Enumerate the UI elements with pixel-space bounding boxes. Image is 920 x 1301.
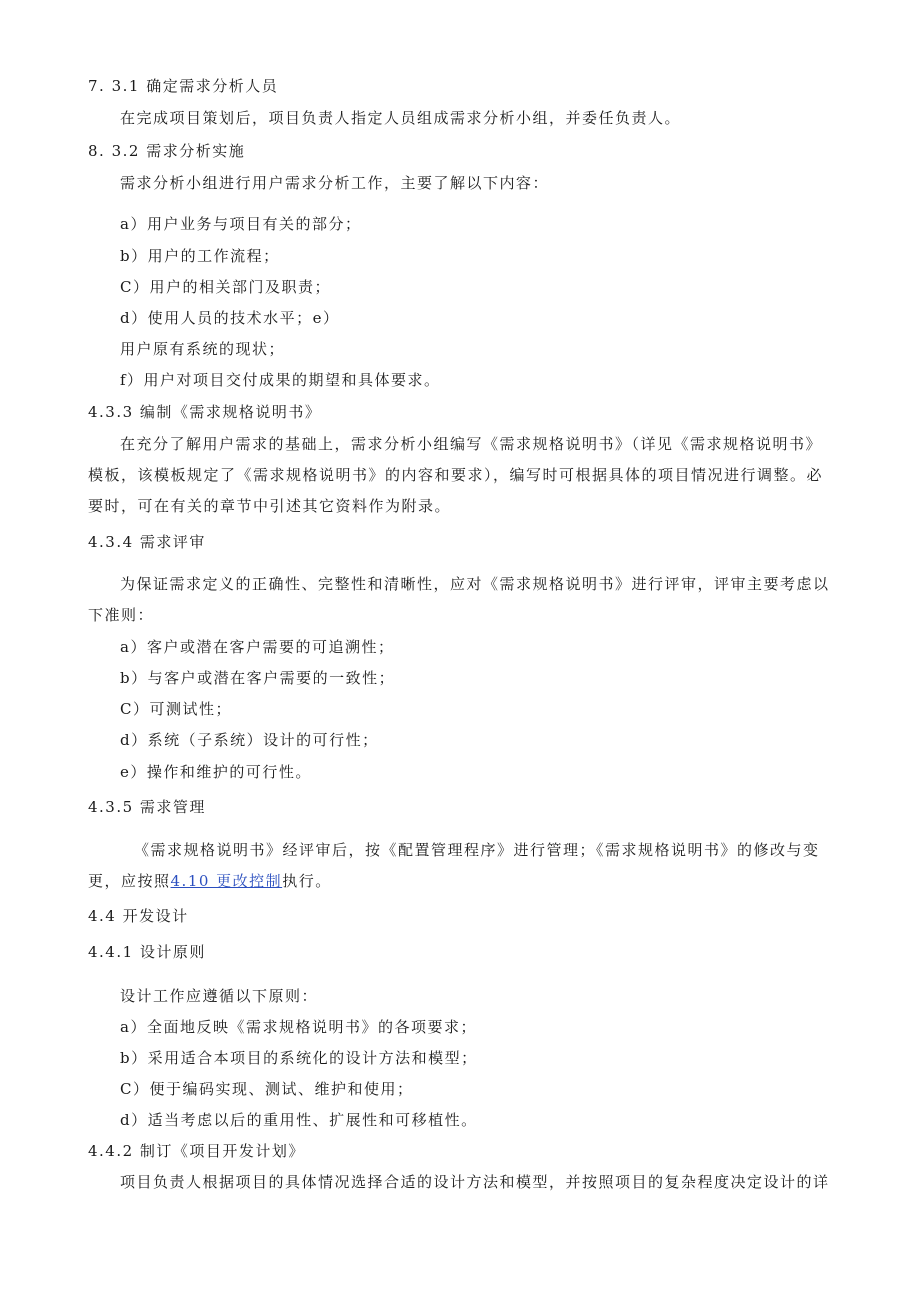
paragraph-continuation: 下准则：: [88, 606, 155, 624]
paragraph: 需求分析小组进行用户需求分析工作，主要了解以下内容：: [120, 174, 550, 192]
change-control-link[interactable]: 4.10 更改控制: [170, 872, 283, 890]
paragraph: 为保证需求定义的正确性、完整性和清晰性，应对《需求规格说明书》进行评审，评审主要考虑以: [120, 575, 830, 593]
list-item: C）便于编码实现、测试、维护和使用；: [120, 1080, 414, 1098]
list-item: a）用户业务与项目有关的部分；: [120, 215, 362, 233]
list-item: b）采用适合本项目的系统化的设计方法和模型；: [120, 1049, 478, 1067]
section-heading-4-3-3: 4.3.3 编制《需求规格说明书》: [88, 403, 322, 421]
paragraph: 项目负责人根据项目的具体情况选择合适的设计方法和模型，并按照项目的复杂程度决定设计的详: [120, 1173, 830, 1191]
list-item: d）使用人员的技术水平；e）: [120, 309, 340, 327]
text-fragment: 更，应按照: [88, 872, 171, 890]
list-item: d）系统（子系统）设计的可行性；: [120, 731, 379, 749]
paragraph-continuation: 要时，可在有关的章节中引述其它资料作为附录。: [88, 497, 452, 515]
paragraph-continuation: [88, 871, 332, 891]
paragraph-continuation: 模板，该模板规定了《需求规格说明书》的内容和要求），编写时可根据具体的项目情况进行调整。必: [88, 466, 824, 484]
paragraph: 《需求规格说明书》经评审后，按《配置管理程序》进行管理；《需求规格说明书》的修改与变: [134, 841, 820, 859]
section-heading-4-3-4: 4.3.4 需求评审: [88, 533, 206, 551]
section-heading-3-1: 7. 3.1 确定需求分析人员: [88, 77, 279, 95]
section-heading-3-2: 8. 3.2 需求分析实施: [88, 142, 246, 160]
list-item: d）适当考虑以后的重用性、扩展性和可移植性。: [120, 1111, 478, 1129]
list-item: C）用户的相关部门及职责；: [120, 278, 331, 296]
paragraph: 设计工作应遵循以下原则：: [120, 987, 319, 1005]
section-heading-4-4: 4.4 开发设计: [88, 907, 189, 925]
text-fragment: 执行。: [282, 872, 332, 890]
list-item: 用户原有系统的现状；: [120, 340, 286, 358]
paragraph: 在完成项目策划后，项目负责人指定人员组成需求分析小组，并委任负责人。: [120, 109, 682, 127]
list-item: e）操作和维护的可行性。: [120, 763, 312, 781]
section-heading-4-3-5: 4.3.5 需求管理: [88, 798, 206, 816]
list-item: f）用户对项目交付成果的期望和具体要求。: [120, 371, 441, 389]
list-item: b）与客户或潜在客户需要的一致性；: [120, 669, 396, 687]
list-item: C）可测试性；: [120, 700, 232, 718]
section-heading-4-4-1: 4.4.1 设计原则: [88, 943, 206, 961]
list-item: a）客户或潜在客户需要的可追溯性；: [120, 638, 395, 656]
section-heading-4-4-2: 4.4.2 制订《项目开发计划》: [88, 1142, 305, 1160]
paragraph: 在充分了解用户需求的基础上，需求分析小组编写《需求规格说明书》（详见《需求规格说明书》: [120, 435, 823, 453]
list-item: b）用户的工作流程；: [120, 247, 280, 265]
list-item: a）全面地反映《需求规格说明书》的各项要求；: [120, 1018, 477, 1036]
